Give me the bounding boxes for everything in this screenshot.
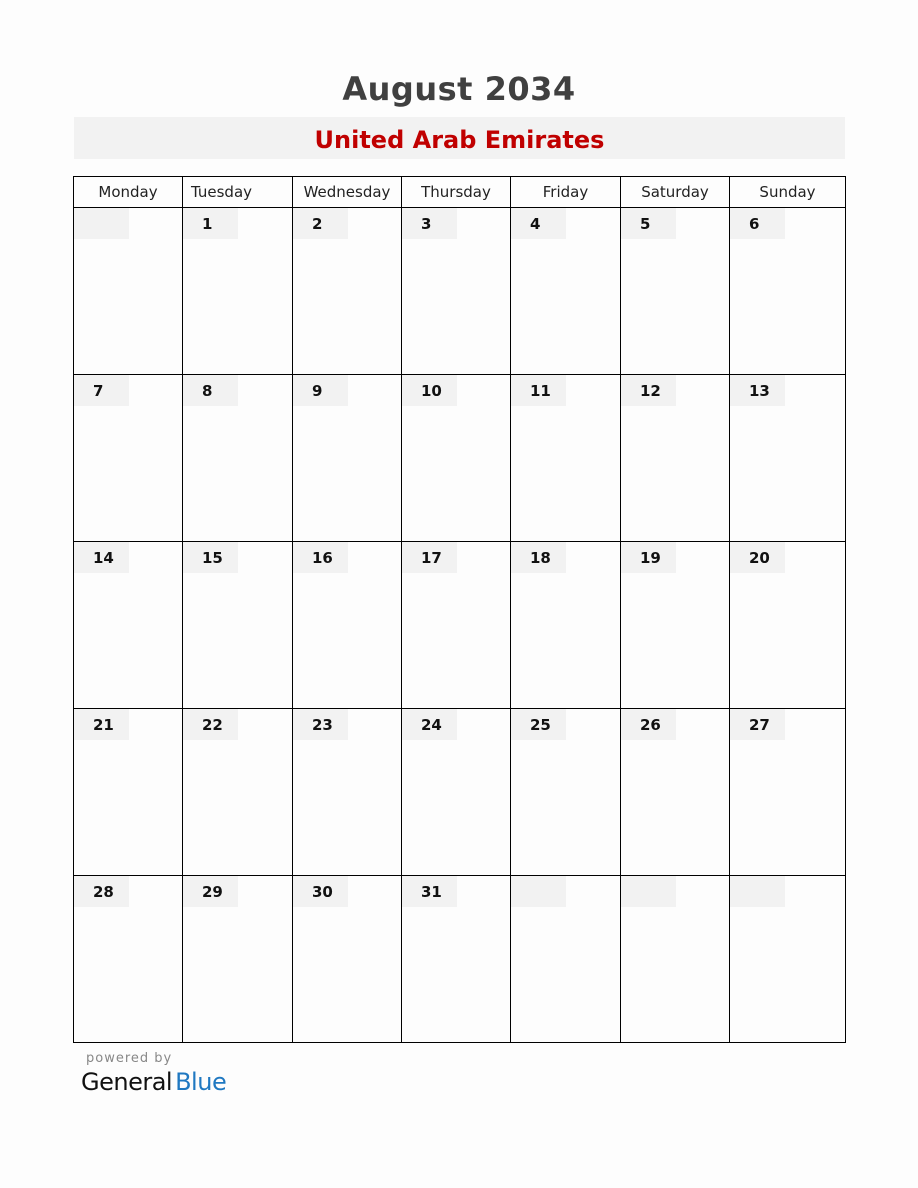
- day-cell[interactable]: [621, 208, 730, 375]
- weekday-header-row: [74, 177, 846, 208]
- day-cell[interactable]: [511, 208, 621, 375]
- day-cell[interactable]: [74, 542, 183, 709]
- day-number: 24: [402, 709, 457, 740]
- day-number: 2: [293, 208, 348, 239]
- day-number: 7: [74, 375, 129, 406]
- day-number: 19: [621, 542, 676, 573]
- weekday-header: Saturday: [621, 177, 730, 208]
- country-name: United Arab Emirates: [314, 126, 605, 154]
- day-cell[interactable]: [293, 876, 402, 1043]
- day-cell[interactable]: [183, 375, 293, 542]
- day-cell[interactable]: [183, 208, 293, 375]
- day-number: 14: [74, 542, 129, 573]
- day-number: [730, 876, 785, 907]
- day-cell[interactable]: [74, 375, 183, 542]
- day-number: 3: [402, 208, 457, 239]
- day-number: 29: [183, 876, 238, 907]
- day-number: 20: [730, 542, 785, 573]
- day-number: 5: [621, 208, 676, 239]
- day-cell[interactable]: [621, 375, 730, 542]
- day-cell[interactable]: [183, 876, 293, 1043]
- day-cell[interactable]: [293, 208, 402, 375]
- day-number: 25: [511, 709, 566, 740]
- powered-by-label: powered by: [86, 1051, 173, 1066]
- day-number: 21: [74, 709, 129, 740]
- day-number: 12: [621, 375, 676, 406]
- day-number: 17: [402, 542, 457, 573]
- day-cell[interactable]: [511, 375, 621, 542]
- day-number: 11: [511, 375, 566, 406]
- day-cell[interactable]: [293, 375, 402, 542]
- day-number: 18: [511, 542, 566, 573]
- day-cell[interactable]: [730, 542, 846, 709]
- day-cell[interactable]: [402, 709, 511, 876]
- day-number: 13: [730, 375, 785, 406]
- day-number: 26: [621, 709, 676, 740]
- day-cell[interactable]: [402, 375, 511, 542]
- day-number: 4: [511, 208, 566, 239]
- day-cell[interactable]: [511, 542, 621, 709]
- day-cell[interactable]: [621, 542, 730, 709]
- day-cell[interactable]: [621, 709, 730, 876]
- day-number: [511, 876, 566, 907]
- day-cell[interactable]: [730, 375, 846, 542]
- day-cell[interactable]: [402, 542, 511, 709]
- day-number: 1: [183, 208, 238, 239]
- week-row: [74, 876, 846, 1043]
- day-cell[interactable]: [183, 709, 293, 876]
- day-number: [621, 876, 676, 907]
- day-cell[interactable]: [730, 709, 846, 876]
- week-row: [74, 375, 846, 542]
- page-title: August 2034: [342, 70, 576, 108]
- day-number: 16: [293, 542, 348, 573]
- day-number: 23: [293, 709, 348, 740]
- day-cell[interactable]: [402, 876, 511, 1043]
- brand-blue: Blue: [175, 1068, 227, 1096]
- weekday-header: Thursday: [402, 177, 511, 208]
- country-banner: [74, 117, 845, 159]
- day-cell[interactable]: [621, 876, 730, 1043]
- day-number: [74, 208, 129, 239]
- day-number: 27: [730, 709, 785, 740]
- generalblue-logo[interactable]: [81, 1068, 226, 1096]
- weekday-header: Monday: [74, 177, 183, 208]
- day-number: 10: [402, 375, 457, 406]
- day-number: 6: [730, 208, 785, 239]
- weekday-header: Friday: [511, 177, 621, 208]
- day-number: 8: [183, 375, 238, 406]
- week-row: [74, 709, 846, 876]
- day-cell[interactable]: [293, 542, 402, 709]
- day-cell[interactable]: [293, 709, 402, 876]
- day-cell[interactable]: [402, 208, 511, 375]
- day-number: 30: [293, 876, 348, 907]
- weekday-header: Wednesday: [293, 177, 402, 208]
- day-cell[interactable]: [730, 208, 846, 375]
- day-cell[interactable]: [74, 709, 183, 876]
- day-cell[interactable]: [74, 876, 183, 1043]
- weekday-header: Sunday: [730, 177, 846, 208]
- day-number: 9: [293, 375, 348, 406]
- day-number: 15: [183, 542, 238, 573]
- calendar-grid: [73, 176, 846, 1043]
- day-cell[interactable]: [511, 709, 621, 876]
- day-cell[interactable]: [74, 208, 183, 375]
- week-row: [74, 542, 846, 709]
- day-cell[interactable]: [183, 542, 293, 709]
- day-cell[interactable]: [730, 876, 846, 1043]
- day-cell[interactable]: [511, 876, 621, 1043]
- brand-general: General: [81, 1068, 173, 1096]
- day-number: 22: [183, 709, 238, 740]
- week-row: [74, 208, 846, 375]
- day-number: 28: [74, 876, 129, 907]
- weekday-header: Tuesday: [183, 177, 293, 208]
- day-number: 31: [402, 876, 457, 907]
